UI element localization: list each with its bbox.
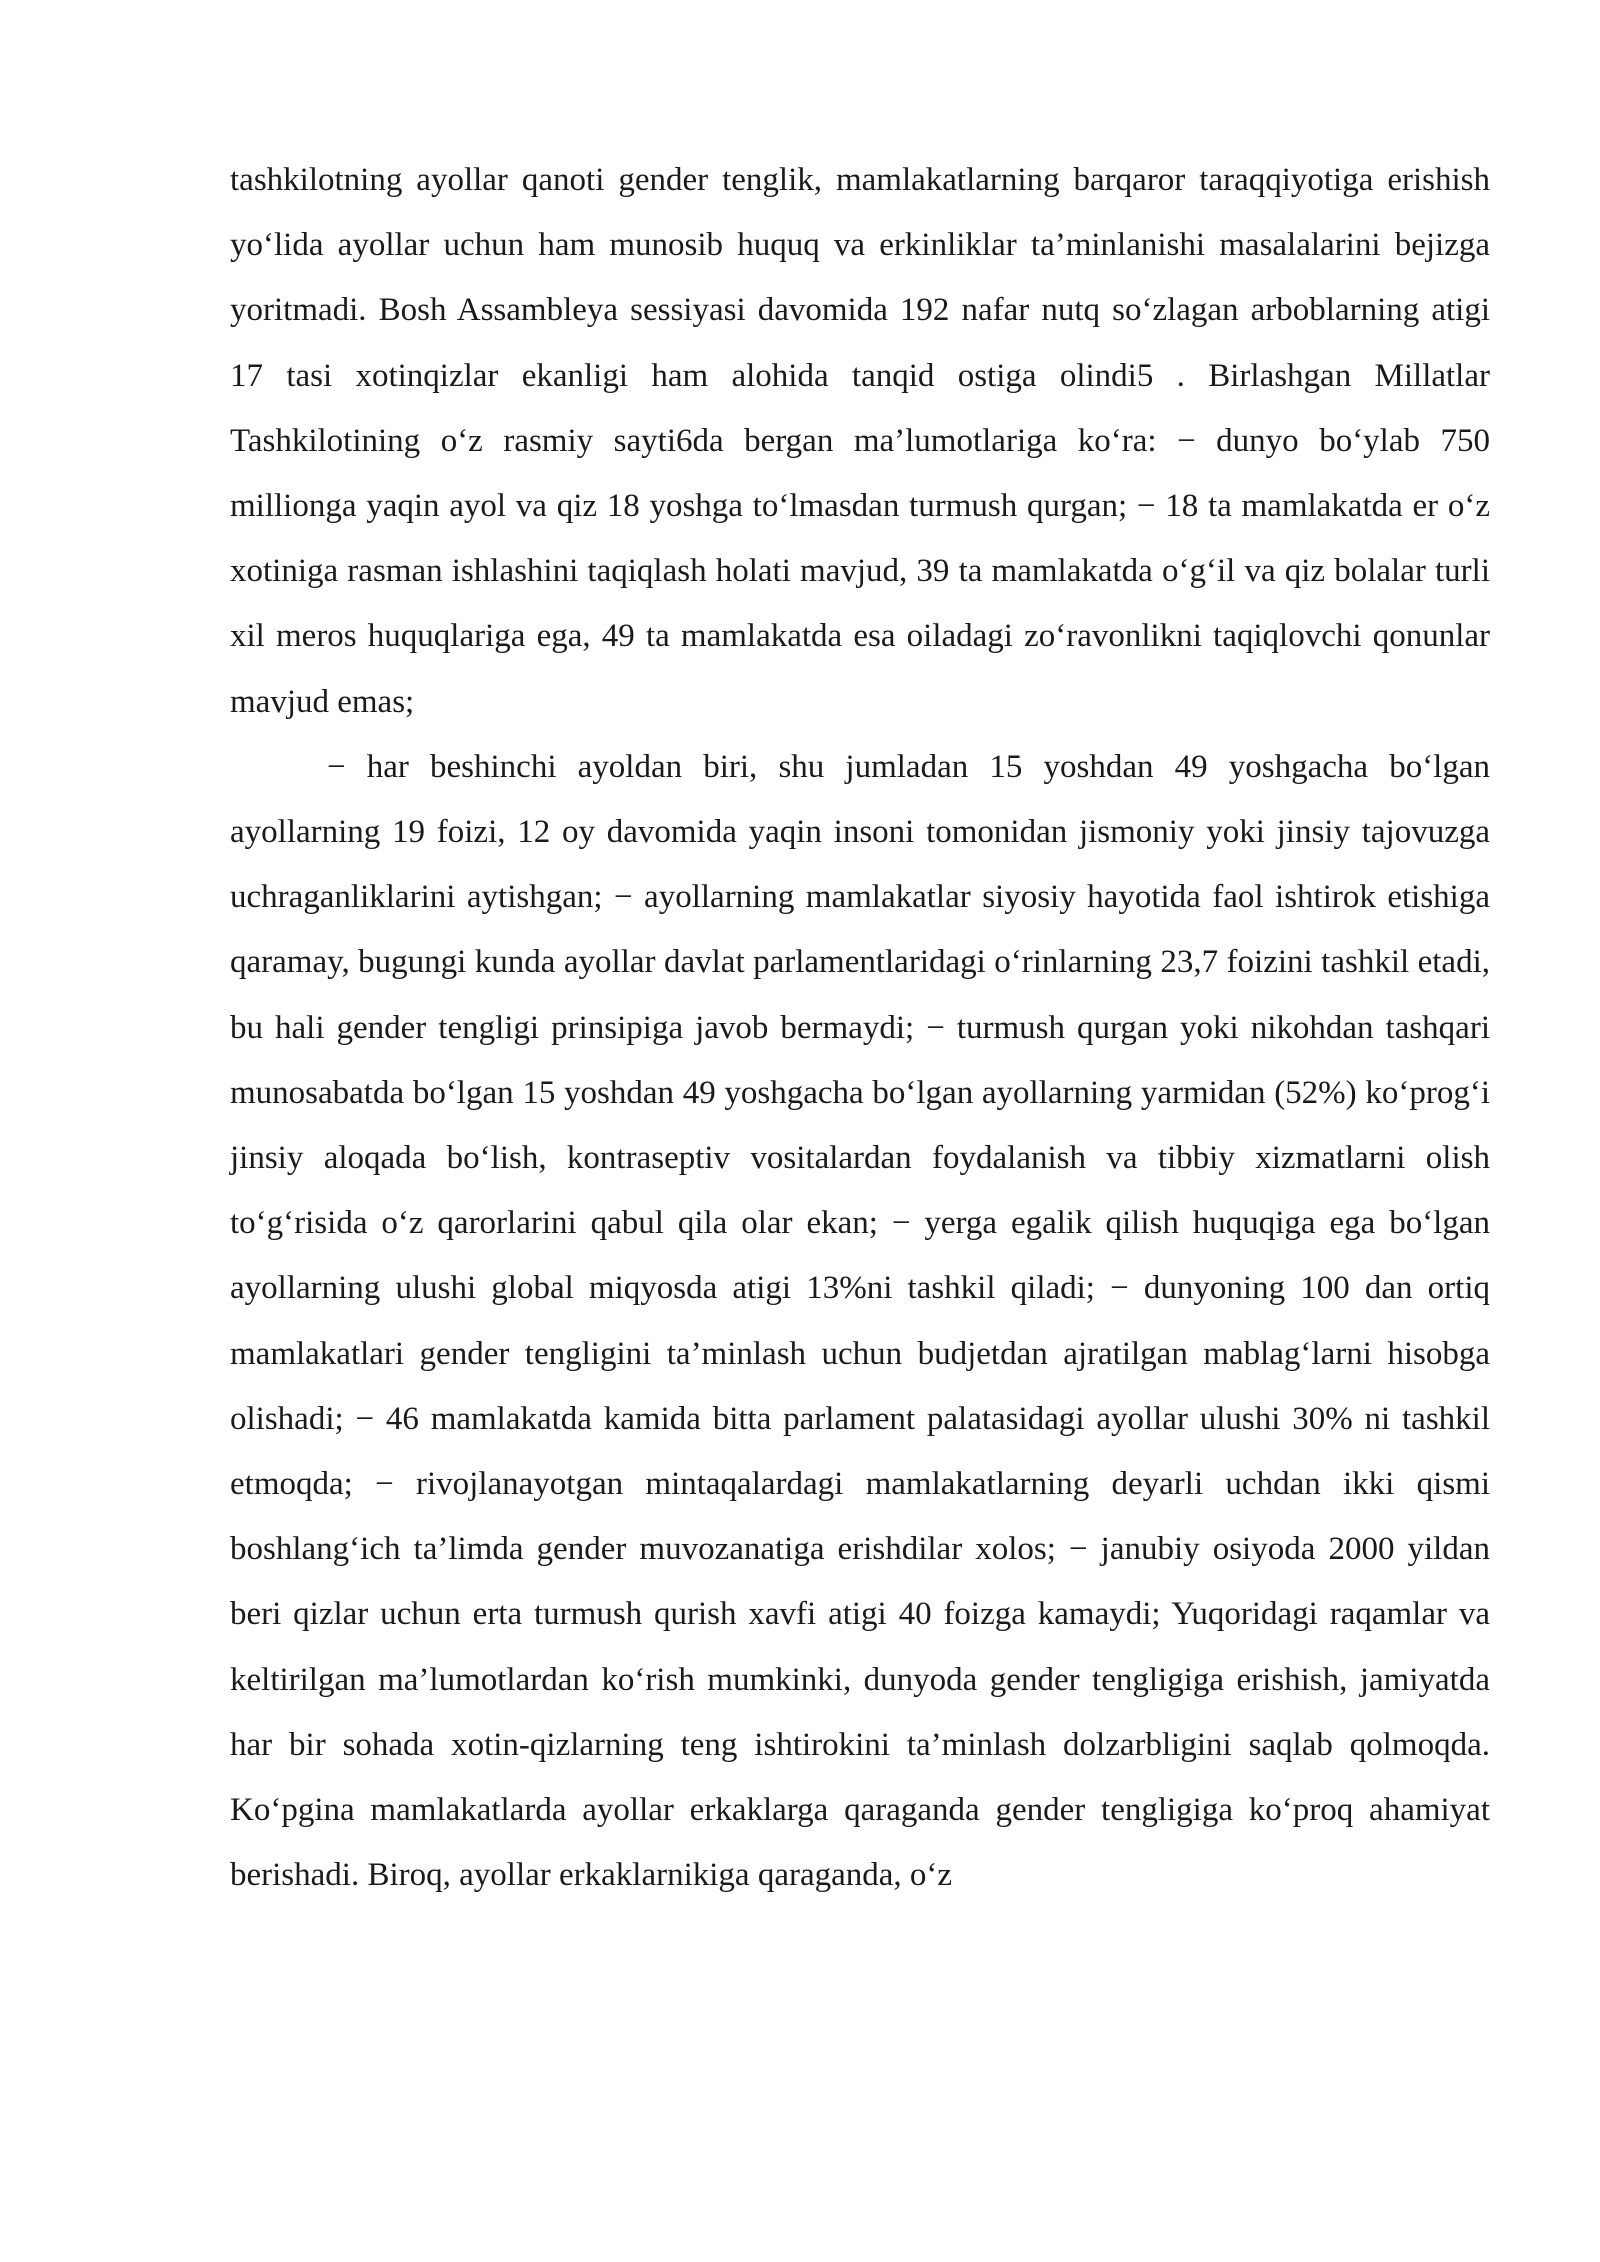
paragraph-1: tashkilotning ayollar qanoti gender tenglik, mamlakatlarning barqaror taraqqiyotiga erishish yo‘lida ayollar uchun ham munosib huquq va erkinliklar ta’minlanishi masalalarini bejizga yoritmadi. Bosh Assambleya sessiyasi davomida 192 nafar nutq so‘zlagan arboblarning atigi 17 tasi xotinqizlar ekanligi ham alohida tanqid ostiga olindi5 . Birlashgan Millatlar Tashkilotining o‘z rasmiy sayti6da bergan ma’lumotlariga ko‘ra: − dunyo bo‘ylab 750 millionga yaqin ayol va qiz 18 yoshga to‘lmasdan turmush qurgan; − 18 ta mamlakatda er o‘z xotiniga rasman ishlashini taqiqlash holati mavjud, 39 ta mamlakatda o‘g‘il va qiz bolalar turli xil meros huquqlariga ega, 49 ta mamlakatda esa oiladagi zo‘ravonlikni taqiqlovchi qonunlar mavjud emas; bbox=[230, 162, 1490, 720]
paragraph-2: − har beshinchi ayoldan biri, shu jumladan 15 yoshdan 49 yoshgacha bo‘lgan ayollarning 19 foizi, 12 oy davomida yaqin insoni tomonidan jismoniy yoki jinsiy tajovuzga uchraganliklarini aytishgan; − ayollarning mamlakatlar siyosiy hayotida faol ishtirok etishiga qaramay, bugungi kunda ayollar davlat parlamentlaridagi o‘rinlarning 23,7 foizini tashkil etadi, bu hali gender tengligi prinsipiga javob bermaydi; − turmush qurgan yoki nikohdan tashqari munosabatda bo‘lgan 15 yoshdan 49 yoshgacha bo‘lgan ayollarning yarmidan (52%) ko‘prog‘i jinsiy aloqada bo‘lish, kontraseptiv vositalardan foydalanish va tibbiy xizmatlarni olish to‘g‘risida o‘z qarorlarini qabul qila olar ekan; − yerga egalik qilish huquqiga ega bo‘lgan ayollarning ulushi global miqyosda atigi 13%ni tashkil qiladi; − dunyoning 100 dan ortiq mamlakatlari gender tengligini ta’minlash uchun budjetdan ajratilgan mablag‘larni hisobga olishadi; − 46 mamlakatda kamida bitta parlament palatasidagi ayollar ulushi 30% ni tashkil etmoqda; − rivojlanayotgan mintaqalardagi mamlakatlarning deyarli uchdan ikki qismi boshlang‘ich ta’limda gender muvozanatiga erishdilar xolos; − janubiy osiyoda 2000 yildan beri qizlar uchun erta turmush qurish xavfi atigi 40 foizga kamaydi; Yuqoridagi raqamlar va keltirilgan ma’lumotlardan ko‘rish mumkinki, dunyoda gender tengligiga erishish, jamiyatda har bir sohada xotin-qizlarning teng ishtirokini ta’minlash dolzarbligini saqlab qolmoqda. Ko‘pgina mamlakatlarda ayollar erkaklarga qaraganda gender tengligiga ko‘proq ahamiyat berishadi. Biroq, ayollar erkaklarnikiga qaraganda, o‘z bbox=[230, 748, 1490, 1894]
document-body bbox=[230, 148, 1490, 1908]
